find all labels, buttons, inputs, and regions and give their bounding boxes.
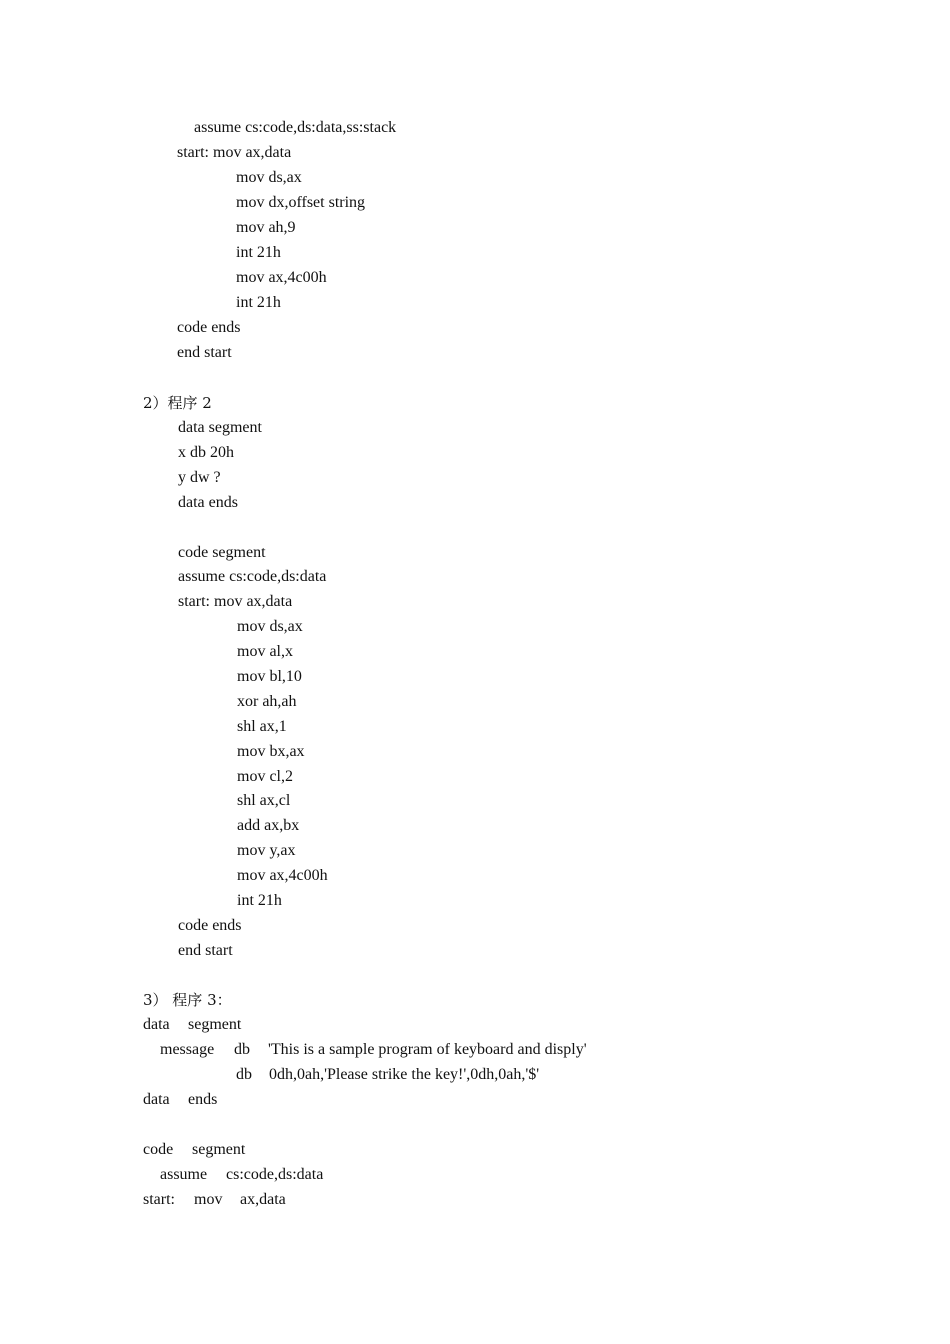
section-heading: 2）程序 2 (143, 394, 212, 412)
code-line: shl ax,cl (237, 792, 291, 809)
code-line (0, 1190, 950, 1210)
code-token: assume (160, 1166, 208, 1183)
code-line (0, 1140, 950, 1160)
code-token: 0dh,0ah,'Please strike the key!',0dh,0ah,'$' (269, 1066, 540, 1083)
code-line (0, 1090, 950, 1110)
code-line (0, 1015, 950, 1035)
code-line: code ends (177, 319, 241, 336)
code-token: code (143, 1141, 174, 1158)
code-line: mov ah,9 (236, 219, 296, 236)
code-line: int 21h (236, 294, 281, 311)
code-line: mov al,x (237, 643, 293, 660)
code-token: segment (192, 1141, 246, 1158)
code-line: mov bx,ax (237, 743, 305, 760)
code-token: 'This is a sample program of keyboard and disply' (268, 1041, 587, 1058)
code-line: data ends (178, 494, 238, 511)
code-line: y dw ? (178, 469, 221, 486)
code-line: mov ax,4c00h (236, 269, 327, 286)
code-line: mov ds,ax (237, 618, 303, 635)
code-line (0, 1040, 950, 1060)
code-token: message (160, 1041, 215, 1058)
code-line: start: mov ax,data (177, 144, 292, 161)
code-token: data (143, 1016, 170, 1033)
code-token: segment (188, 1016, 242, 1033)
code-line: mov dx,offset string (236, 194, 366, 211)
code-line: xor ah,ah (237, 693, 297, 710)
code-line: mov ax,4c00h (237, 867, 328, 884)
code-line (0, 1165, 950, 1185)
code-token: cs:code,ds:data (226, 1166, 324, 1183)
code-token: ax,data (240, 1191, 286, 1208)
code-line: mov bl,10 (237, 668, 302, 685)
code-line: int 21h (236, 244, 281, 261)
code-line: assume cs:code,ds:data,ss:stack (194, 119, 397, 136)
code-line: data segment (178, 419, 262, 436)
code-line: mov cl,2 (237, 768, 293, 785)
code-token: ends (188, 1091, 218, 1108)
code-token: db (236, 1066, 252, 1083)
code-line: int 21h (237, 892, 282, 909)
code-token: start: (143, 1191, 175, 1208)
code-line: add ax,bx (237, 817, 300, 834)
code-line: mov y,ax (237, 842, 296, 859)
code-token: mov (194, 1191, 223, 1208)
code-line: assume cs:code,ds:data (178, 568, 327, 585)
code-line: code segment (178, 544, 266, 561)
code-line (0, 1065, 950, 1085)
code-line: code ends (178, 917, 242, 934)
code-token: db (234, 1041, 250, 1058)
code-line: shl ax,1 (237, 718, 287, 735)
code-token: data (143, 1091, 170, 1108)
code-line: x db 20h (178, 444, 234, 461)
code-line: start: mov ax,data (178, 593, 293, 610)
code-line: end start (178, 942, 233, 959)
code-line: mov ds,ax (236, 169, 302, 186)
code-line: end start (177, 344, 232, 361)
section-heading: 3） 程序 3： (143, 991, 232, 1009)
